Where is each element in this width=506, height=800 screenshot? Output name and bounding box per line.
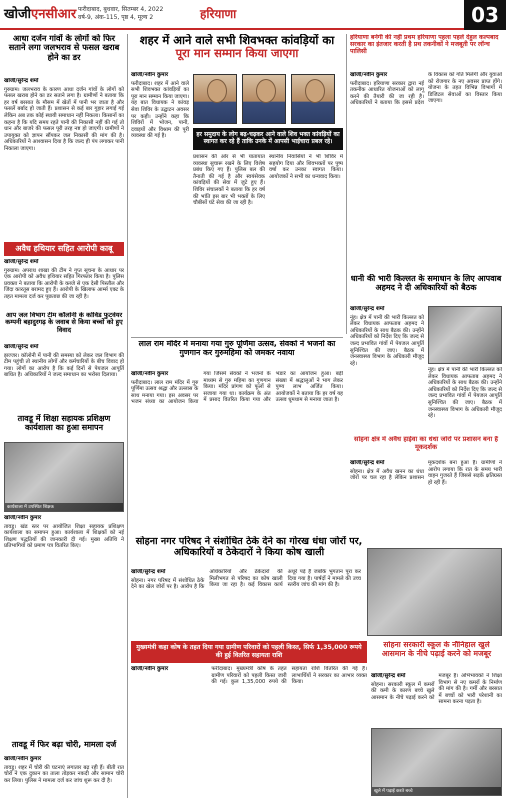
article-body: सोहना। नगर परिषद में संशोधित ठेके देने का खेल जोरों पर है। आरोप है कि अधिकारियों और ठेकेदारों की मिलीभगत से परिषद का कोष खाली किया जा रहा है। कई विकास कार्य अधूरे पड़े हैं जबकि भुगतान पूरा कर दिया गया है। पार्षदों ने मामले की उच्च स्तरीय जांच की मांग की है।	[131, 569, 361, 591]
left-last-headline: तावडू में फिर बढ़ा चोरी, मामला दर्ज	[11, 740, 117, 749]
ram-mandir-article	[131, 371, 343, 531]
article-body: नूंह। क्षेत्र में पानी की भारी किल्लत को लेकर विधायक आफताब अहमद ने अधिकारियों के साथ बैठक की। उन्होंने अधिकारियों को निर्देश दिए कि जल्द से जल्द प्रभावित गांवों में पेयजल आपूर्ति सुनिश्चित की जाए। बैठक में जनस्वास्थ्य विभाग के अधिकारी मौजूद रहे।	[350, 314, 424, 367]
page-number: 03	[464, 0, 506, 30]
article-body: फरीदाबाद। लाल राम मंदिर में गुरु पूर्णिमा उत्सव श्रद्धा और उल्लास के साथ मनाया गया। इस अवसर पर भजन संध्या का आयोजन किया गया जिसमें सेवकों ने भजनों के माध्यम से गुरु महिमा का गुणगान किया। मंदिर प्रांगण को फूलों से सजाया गया था। कार्यक्रम के अंत में प्रसाद वितरित किया गया और भंडारे का आयोजन हुआ। बड़ी संख्या में श्रद्धालुओं ने भाग लेकर पुण्य लाभ अर्जित किया। आयोजकों ने बताया कि हर वर्ष यह उत्सव धूमधाम से मनाया जाता है।	[131, 371, 343, 406]
masthead	[0, 0, 506, 30]
left-bottom-headline: तावडू में शिक्षा सहायक प्रशिक्षण कार्यशाला का हुआ समापन	[17, 414, 111, 433]
column-rule	[346, 34, 347, 334]
council-photo	[367, 548, 502, 636]
left-mid2-headline: आप जल विभाग टीम कॉलोनी के कोविड फुटवेयर कम्पनी बहादुरगढ़ के जवाब से किया बच्चों को हुए विवाद	[5, 312, 123, 334]
byline: खोजी/सुरेन्द्र शर्मा	[131, 569, 166, 575]
pani-article-cont	[428, 367, 502, 432]
article-body: सोहना। क्षेत्र में अवैध खनन का धंधा जोरों पर चल रहा है लेकिन प्रशासन मूकदर्शक बना हुआ है। ग्रामीणों ने आरोप लगाया कि रात के समय भारी वाहन गुजरते हैं जिससे सड़कें क्षतिग्रस्त हो रही हैं।	[350, 460, 502, 486]
byline: खोजी/नवीन कुमार	[4, 756, 42, 762]
pani-headline: धानी की भारी किल्लत के समाधान के लिए आपवाब अहमद ने दी अधिकारियों को बैठक	[350, 274, 502, 293]
meta-edition: वर्ष-9, अंक-115, पृष्ठ 4, मूल्य 2	[78, 14, 154, 21]
article-body: झज्जर। कॉलोनी में पानी की समस्या को लेकर जल विभाग की टीम पहुंची तो स्थानीय लोगों और कर्मचारियों के बीच विवाद हो गया। लोगों का आरोप है कि कई दिनों से पेयजल आपूर्ति बाधित है। अधिकारियों ने जल्द समाधान का भरोसा दिलाया।	[4, 352, 124, 379]
meta-date: फरीदाबाद, बुधवार, सितम्बर 4, 2022	[78, 6, 164, 13]
workshop-photo	[4, 442, 124, 512]
article-body: फरीदाबाद। शहर में आने वाले सभी शिवभक्त कांवड़ियों का पूरा मान सम्मान किया जाएगा। यह बात विधायक ने कांवड़ सेवा शिविर के उद्घाटन अवसर पर कही। उन्होंने कहा कि शिविरों में भोजन, पानी, दवाइयों और विश्राम की पूरी व्यवस्था की गई है।	[131, 80, 189, 140]
article-body: स्थानीय निवासियों ने भी शिविर में सहयोग दिया और शिवभक्तों पर पुष्प वर्षा कर उनका स्वागत किया। आयोजकों ने सभी का धन्यवाद किया।	[269, 154, 343, 180]
sohna-crime-article	[350, 460, 502, 544]
byline: खोजी/नवीन कुमार	[350, 72, 388, 78]
left-last-article	[4, 756, 124, 798]
article-body: तावडू। शहर में चोरी की घटनाएं लगातार बढ़ रही हैं। बीती रात चोरों ने एक दुकान का ताला तोड़कर नकदी और सामान चोरी कर लिया। पुलिस ने मामला दर्ज कर जांच शुरू कर दी है।	[4, 764, 124, 784]
school-headline: सोहना सरकारी स्कूल के नौनिहाल खुले आसमान के नीचे पढ़ाई करने को मजबूर	[381, 641, 492, 658]
lead-headline	[131, 34, 343, 68]
left-bottom-article	[4, 515, 124, 735]
article-body: प्रशासन की ओर से भी यातायात व्यवस्था सुचारू रखने के लिए विशेष प्रबंध किए गए हैं। पुलिस बल की तैनाती की गई है और स्वयंसेवक कांवड़ियों की सेवा में जुटे हुए हैं। शिविर संचालकों ने बताया कि हर वर्ष की भांति इस बार भी भक्तों के लिए चौबीसों घंटे सेवा की जा रही है।	[193, 154, 265, 207]
portrait-photo-2	[242, 74, 286, 124]
byline: खोजी/नवीन कुमार	[131, 72, 169, 78]
byline: खोजी/सुरेन्द्र शर्मा	[4, 78, 39, 84]
portrait-photo-1	[193, 74, 237, 124]
article-body: सोहना। सरकारी स्कूल में कमरों की कमी के कारण बच्चे खुले आसमान के नीचे पढ़ाई करने को मजबूर हैं। अभिभावकों ने शिक्षा विभाग से नए कमरों के निर्माण की मांग की है। गर्मी और बरसात में बच्चों को भारी परेशानी का सामना करना पड़ता है।	[371, 673, 502, 706]
mukhyamantri-article	[131, 666, 367, 798]
school-photo	[371, 728, 502, 796]
school-article	[371, 673, 502, 725]
byline: खोजी/सुरेन्द्र शर्मा	[4, 344, 39, 350]
ram-mandir-headline: लाल राम मंदिर में मनाया गया गुरु पूर्णिमा उत्सव, सेवकों ने भजनों का गुणगान कर गुरुमहिमा को जमकर नवाया	[138, 340, 336, 357]
sohna-council-headline: सोहना नगर परिषद ने संशोधित ठेके देने का गोरख धंधा जोरों पर, अधिकारियों व ठेकेदारों ने किया कोष खाली	[135, 536, 363, 559]
lead-article-col2	[193, 154, 265, 334]
byline: खोजी/नवीन कुमार	[131, 371, 169, 377]
byline: खोजी/सुरेन्द्र शर्मा	[4, 259, 39, 265]
photo-caption: खुले में पढ़ाई करते बच्चे	[372, 787, 501, 795]
right-top-article	[350, 72, 502, 272]
article-body: नूंह। क्षेत्र में पानी की भारी किल्लत को लेकर विधायक आफताब अहमद ने अधिकारियों के साथ बैठक की। उन्होंने अधिकारियों को निर्देश दिए कि जल्द से जल्द प्रभावित गांवों में पेयजल आपूर्ति सुनिश्चित की जाए। बैठक में जनस्वास्थ्य विभाग के अधिकारी मौजूद रहे।	[428, 367, 502, 420]
portrait-photo-3	[291, 74, 335, 124]
pani-article	[350, 306, 424, 432]
article-body: गुरुग्राम। जलभराव के कारण आधा दर्जन गांवों के लोगों को फसल खराब होने का डर सताने लगा है। ग्रामीणों ने बताया कि हर वर्ष बरसात के मौसम में खेतों में पानी भर जाता है और फसलें बर्बाद हो जाती हैं। प्रशासन से कई बार गुहार लगाई गई लेकिन अब तक कोई स्थायी समाधान नहीं निकला। किसानों का कहना है कि यदि समय रहते पानी की निकासी नहीं की गई तो धान और बाजरे की फसल पूरी तरह नष्ट हो जाएगी। ग्रामीणों ने उपायुक्त को ज्ञापन सौंपकर जल निकासी की मांग की है। अधिकारियों ने आश्वासन दिया है कि जल्द ही पंप लगाकर पानी निकाला जाएगा।	[4, 86, 124, 152]
logo-prefix: खोजी	[4, 7, 32, 22]
left-top-article	[4, 78, 124, 238]
column-rule	[127, 34, 128, 798]
left-mid-headline: अवैध हथियार सहित आरोपी काबू	[4, 242, 124, 256]
left-mid2-article	[4, 344, 124, 410]
sohna-crime-headline: सोहना क्षेत्र में अवैध हाईवा का धंधा जोरों पर प्रशासन बना है मूकदर्शक	[354, 436, 498, 451]
article-body: फरीदाबाद। मुख्यमंत्री कोष के तहत ग्रामीण परिवारों को पहली किस्त जारी की गई। कुल 1,35,000 रुपये की सहायता राशि वितरित की गई है। लाभार्थियों ने सरकार का आभार व्यक्त किया।	[211, 666, 367, 686]
byline: खोजी/सुरेन्द्र शर्मा	[350, 306, 385, 312]
masthead-meta	[78, 6, 163, 22]
byline: खोजी/सुरेन्द्र शर्मा	[350, 460, 385, 466]
section-title: हरियाणा	[200, 7, 237, 21]
lead-article-col3	[269, 154, 343, 334]
lead-quote: हर समुदाय के लोग बढ़-चढ़कर आने वाले शिव भक्त कांवड़ियों का स्वागत कर रहे हैं ताकि उनके में आपसी भाईचारा प्रबल रहे।	[193, 128, 343, 150]
logo-brand: एनसीआर	[31, 7, 77, 22]
lead-headline-line2: पूरा मान सम्मान किया जाएगा	[175, 46, 299, 61]
lead-headline-line1: शहर में आने वाले सभी शिवभक्त कांवड़ियों का	[139, 34, 335, 47]
article-body: गुरुग्राम। अपराध शाखा की टीम ने गुप्त सूचना के आधार पर एक आरोपी को अवैध हथियार सहित गिरफ्तार किया है। पुलिस प्रवक्ता ने बताया कि आरोपी के कब्जे से एक देसी पिस्तौल और जिंदा कारतूस बरामद हुए हैं। आरोपी के खिलाफ आर्म्स एक्ट के तहत मामला दर्ज कर पूछताछ की जा रही है।	[4, 267, 124, 300]
left-mid-article	[4, 259, 124, 309]
newspaper-logo	[4, 4, 76, 22]
row-rule	[131, 337, 343, 338]
pani-photo	[428, 306, 502, 364]
lead-article-col1	[131, 72, 189, 222]
article-body: फरीदाबाद। हरियाणा सरकार द्वारा नई तकनीक आधारित योजनाओं को लागू करने की तैयारी की जा रही है। अधिकारियों ने बताया कि इससे प्रदेश के विकास को गति मिलेगी और युवाओं को रोजगार के नए अवसर प्राप्त होंगे। योजना के तहत विभिन्न विभागों में डिजिटल सेवाओं का विस्तार किया जाएगा।	[350, 72, 502, 107]
article-body: तावडू। खंड स्तर पर आयोजित शिक्षा सहायक प्रशिक्षण कार्यशाला का समापन हुआ। कार्यशाला में शिक्षकों को नई शिक्षण पद्धतियों की जानकारी दी गई। मुख्य अतिथि ने प्रतिभागियों को प्रमाण पत्र वितरित किए।	[4, 523, 124, 550]
byline: खोजी/नवीन कुमार	[131, 666, 169, 672]
byline: खोजी/नवीन कुमार	[4, 515, 42, 521]
sohna-council-article	[131, 569, 361, 637]
right-top-headline: हरियाणा बनेगी की नहीं प्रथम हरियाणा पहला पहले देहुल कल्पबाद सरकार का इंतजार करती है प्रथ तकनीकों ने मजबूती पर लॉन्च पालिसी	[350, 34, 499, 56]
left-top-headline: आधा दर्जन गांवों के लोगों को फिर सताने लगा जलभराव से फसल खराब होने का डर	[8, 34, 120, 62]
mukhyamantri-headline: मुख्यमंत्री कहा कोष के तहत दिया गया ग्रामीण परिवारों को पहली किस्त, सिर्फ 1,35,000 रूपये की हुई वितरित सहायता राशि	[131, 641, 367, 663]
photo-caption: कार्यशाला में उपस्थित शिक्षक	[5, 503, 123, 511]
byline: खोजी/सुरेन्द्र शर्मा	[371, 673, 406, 679]
